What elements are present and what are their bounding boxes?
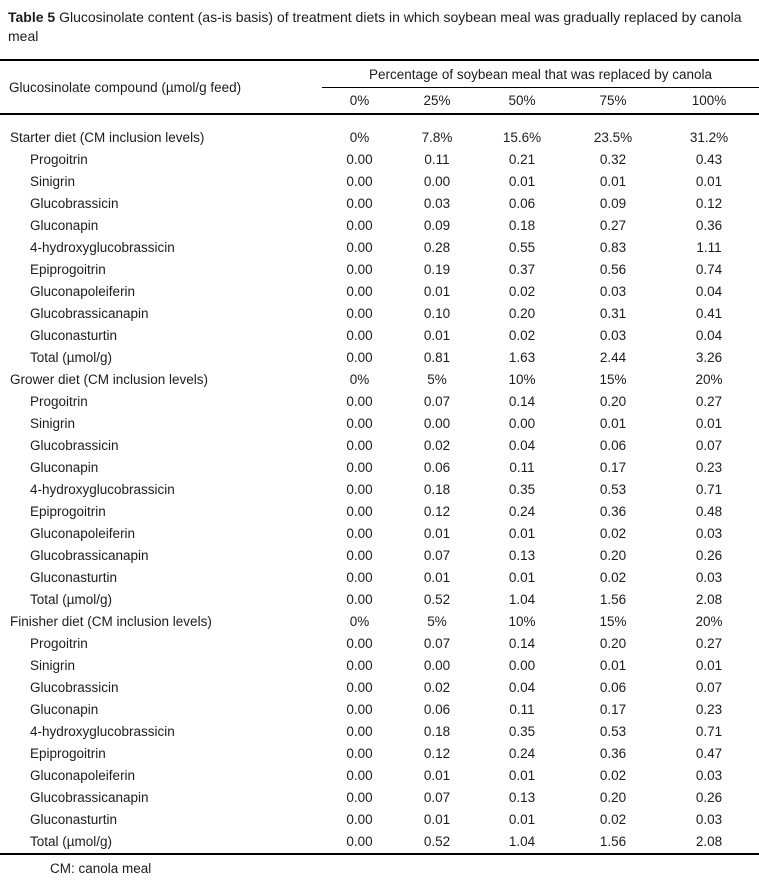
value-cell: 0.52 [423, 592, 451, 607]
value-cell: 0.01 [599, 416, 627, 431]
value-cell: 0.14 [508, 636, 536, 651]
value-cell: 0.56 [599, 262, 627, 277]
compound-label: Sinigrin [30, 174, 76, 189]
value-cell: 0.13 [508, 790, 536, 805]
value-cell: 0.02 [423, 680, 451, 695]
value-cell: 0.47 [695, 746, 723, 761]
value-cell: 0.00 [346, 482, 373, 497]
glucosinolate-table [0, 59, 759, 855]
value-cell: 1.56 [599, 592, 627, 607]
compound-row [0, 501, 759, 523]
value-cell: 0.10 [423, 306, 451, 321]
value-cell: 1.04 [508, 834, 536, 849]
compound-row [0, 281, 759, 303]
value-cell: 0.01 [508, 174, 536, 189]
compound-label: 4-hydroxyglucobrassicin [30, 724, 175, 739]
value-cell: 0.18 [508, 218, 536, 233]
value-cell: 0.23 [695, 702, 723, 717]
compound-label: Sinigrin [30, 416, 76, 431]
value-cell: 0.00 [346, 680, 373, 695]
value-cell: 0.00 [346, 416, 373, 431]
value-cell: 1.63 [508, 350, 536, 365]
compound-label: Gluconapoleiferin [30, 526, 136, 541]
value-cell: 0.02 [599, 768, 627, 783]
value-cell: 0.00 [346, 548, 373, 563]
value-cell: 0.07 [423, 790, 451, 805]
value-cell: 0.43 [695, 152, 723, 167]
compound-row [0, 193, 759, 215]
value-cell: 0.00 [346, 438, 373, 453]
inclusion-level-cell: 15% [599, 614, 627, 629]
compound-row [0, 237, 759, 259]
compound-label: Progoitrin [30, 152, 88, 167]
value-cell: 0.23 [695, 460, 723, 475]
compound-label: Total (µmol/g) [30, 834, 113, 849]
value-cell: 3.26 [695, 350, 723, 365]
value-cell: 0.13 [508, 548, 536, 563]
section-label: Starter diet (CM inclusion levels) [10, 130, 205, 145]
value-cell: 0.48 [695, 504, 723, 519]
value-cell: 0.01 [508, 570, 536, 585]
compound-label: Glucobrassicanapin [30, 548, 149, 563]
value-cell: 0.00 [346, 768, 373, 783]
value-cell: 0.01 [599, 658, 627, 673]
value-cell: 0.19 [423, 262, 451, 277]
value-cell: 0.17 [599, 460, 627, 475]
value-cell: 0.12 [695, 196, 723, 211]
inclusion-level-cell: 23.5% [593, 130, 633, 145]
compound-row [0, 743, 759, 765]
value-cell: 0.71 [695, 482, 723, 497]
value-cell: 0.55 [508, 240, 536, 255]
value-cell: 0.01 [599, 174, 627, 189]
value-cell: 0.21 [508, 152, 536, 167]
value-cell: 0.02 [508, 284, 536, 299]
value-cell: 0.24 [508, 504, 536, 519]
value-cell: 0.53 [599, 724, 627, 739]
value-cell: 0.02 [599, 526, 627, 541]
value-cell: 0.04 [508, 438, 536, 453]
value-cell: 0.06 [423, 702, 451, 717]
value-cell: 0.00 [346, 812, 373, 827]
value-cell: 0.36 [599, 746, 627, 761]
value-cell: 0.03 [695, 570, 723, 585]
inclusion-level-cell: 5% [427, 372, 447, 387]
value-cell: 0.03 [599, 328, 627, 343]
inclusion-level-cell: 20% [695, 614, 723, 629]
value-cell: 0.00 [346, 570, 373, 585]
section-row [0, 369, 759, 391]
compound-label: Gluconasturtin [30, 812, 118, 827]
inclusion-level-cell: 15% [599, 372, 627, 387]
compound-label: Gluconapin [30, 460, 99, 475]
compound-row [0, 347, 759, 369]
compound-row [0, 655, 759, 677]
value-cell: 0.26 [695, 548, 723, 563]
column-header-0: 0% [322, 88, 397, 115]
compound-row [0, 259, 759, 281]
value-cell: 0.07 [423, 394, 451, 409]
value-cell: 0.01 [508, 768, 536, 783]
value-cell: 0.71 [695, 724, 723, 739]
compound-row [0, 633, 759, 655]
value-cell: 0.00 [346, 460, 373, 475]
value-cell: 2.08 [695, 592, 723, 607]
table-caption-text: Glucosinolate content (as-is basis) of treatment diets in which soybean meal was gradually replaced by canola meal [8, 9, 742, 44]
value-cell: 0.06 [423, 460, 451, 475]
value-cell: 0.09 [423, 218, 451, 233]
value-cell: 0.04 [695, 284, 723, 299]
value-cell: 0.26 [695, 790, 723, 805]
table-caption [0, 0, 748, 46]
inclusion-level-cell: 10% [508, 372, 536, 387]
compound-label: Gluconapin [30, 702, 99, 717]
compound-label: Gluconasturtin [30, 570, 118, 585]
value-cell: 0.01 [695, 416, 723, 431]
compound-label: 4-hydroxyglucobrassicin [30, 482, 175, 497]
compound-label: Glucobrassicanapin [30, 306, 149, 321]
compound-row [0, 435, 759, 457]
value-cell: 1.04 [508, 592, 536, 607]
section-label: Grower diet (CM inclusion levels) [10, 372, 209, 387]
value-cell: 0.35 [508, 724, 536, 739]
value-cell: 0.20 [508, 306, 536, 321]
value-cell: 0.11 [509, 702, 535, 717]
table-footnote: CM: canola meal [50, 861, 152, 876]
value-cell: 0.53 [599, 482, 627, 497]
value-cell: 0.00 [423, 174, 451, 189]
inclusion-level-cell: 20% [695, 372, 723, 387]
value-cell: 0.00 [346, 526, 373, 541]
value-cell: 0.00 [346, 394, 373, 409]
compound-row [0, 523, 759, 545]
value-cell: 0.02 [599, 570, 627, 585]
value-cell: 0.00 [346, 152, 373, 167]
column-header-2: 50% [477, 88, 567, 115]
value-cell: 0.01 [423, 812, 451, 827]
table-header [0, 60, 759, 114]
column-header-1: 25% [397, 88, 477, 115]
column-header-3: 75% [567, 88, 659, 115]
table-caption-label: Table 5 [8, 9, 56, 25]
value-cell: 0.03 [695, 768, 723, 783]
value-cell: 0.00 [346, 504, 373, 519]
compound-row [0, 765, 759, 787]
table-body [0, 114, 759, 854]
compound-row [0, 721, 759, 743]
value-cell: 0.07 [423, 636, 451, 651]
compound-label: Gluconapin [30, 218, 99, 233]
value-cell: 0.24 [508, 746, 536, 761]
value-cell: 0.01 [423, 284, 451, 299]
value-cell: 0.00 [346, 702, 373, 717]
value-cell: 0.52 [423, 834, 451, 849]
value-cell: 0.81 [423, 350, 451, 365]
value-cell: 0.06 [599, 438, 627, 453]
value-cell: 0.02 [508, 328, 536, 343]
inclusion-level-cell: 0% [349, 130, 370, 145]
value-cell: 0.28 [423, 240, 451, 255]
compound-row [0, 325, 759, 347]
value-cell: 0.01 [508, 526, 536, 541]
value-cell: 0.03 [695, 812, 723, 827]
compound-label: Sinigrin [30, 658, 76, 673]
value-cell: 0.00 [346, 724, 373, 739]
value-cell: 0.01 [423, 328, 451, 343]
compound-label: Epiprogoitrin [30, 262, 106, 277]
compound-label: Glucobrassicin [30, 680, 119, 695]
compound-label: Gluconapoleiferin [30, 768, 136, 783]
value-cell: 0.00 [423, 658, 451, 673]
compound-label: Gluconasturtin [30, 328, 118, 343]
compound-row [0, 171, 759, 193]
value-cell: 0.00 [346, 834, 373, 849]
compound-row [0, 567, 759, 589]
value-cell: 0.02 [599, 812, 627, 827]
value-cell: 0.12 [423, 504, 451, 519]
value-cell: 0.32 [599, 152, 627, 167]
value-cell: 0.20 [599, 394, 627, 409]
compound-label: Total (µmol/g) [30, 350, 113, 365]
value-cell: 2.08 [695, 834, 723, 849]
compound-label: 4-hydroxyglucobrassicin [30, 240, 175, 255]
inclusion-level-cell: 10% [508, 614, 536, 629]
value-cell: 0.35 [508, 482, 536, 497]
value-cell: 0.00 [346, 746, 373, 761]
value-cell: 0.20 [599, 548, 627, 563]
value-cell: 0.04 [508, 680, 536, 695]
inclusion-level-cell: 5% [427, 614, 447, 629]
compound-label: Total (µmol/g) [30, 592, 113, 607]
compound-label: Epiprogoitrin [30, 504, 106, 519]
spanner-header: Percentage of soybean meal that was replaced by canola [322, 60, 759, 88]
value-cell: 0.09 [599, 196, 627, 211]
value-cell: 0.06 [508, 196, 536, 211]
value-cell: 0.00 [346, 636, 373, 651]
inclusion-level-cell: 0% [349, 372, 370, 387]
compound-label: Epiprogoitrin [30, 746, 106, 761]
value-cell: 0.01 [423, 570, 451, 585]
value-cell: 0.11 [509, 460, 535, 475]
compound-row [0, 589, 759, 611]
value-cell: 0.17 [599, 702, 627, 717]
value-cell: 0.00 [346, 218, 373, 233]
section-row [0, 114, 759, 149]
compound-row [0, 787, 759, 809]
value-cell: 0.11 [424, 152, 450, 167]
compound-row [0, 457, 759, 479]
value-cell: 0.00 [346, 240, 373, 255]
value-cell: 0.07 [695, 680, 723, 695]
compound-row [0, 215, 759, 237]
header-row-spanner [0, 60, 759, 88]
compound-row [0, 677, 759, 699]
value-cell: 2.44 [599, 350, 627, 365]
value-cell: 0.03 [423, 196, 451, 211]
value-cell: 0.00 [346, 306, 373, 321]
value-cell: 0.20 [599, 790, 627, 805]
value-cell: 0.31 [599, 306, 627, 321]
value-cell: 0.18 [423, 724, 451, 739]
value-cell: 0.00 [346, 328, 373, 343]
value-cell: 0.37 [508, 262, 536, 277]
section-row [0, 611, 759, 633]
value-cell: 1.56 [599, 834, 627, 849]
compound-row [0, 699, 759, 721]
value-cell: 0.00 [346, 174, 373, 189]
value-cell: 0.27 [695, 636, 723, 651]
value-cell: 0.04 [695, 328, 723, 343]
value-cell: 0.07 [423, 548, 451, 563]
value-cell: 0.07 [695, 438, 723, 453]
inclusion-level-cell: 0% [349, 614, 370, 629]
value-cell: 0.12 [423, 746, 451, 761]
compound-row [0, 413, 759, 435]
value-cell: 0.00 [346, 350, 373, 365]
value-cell: 0.00 [508, 416, 536, 431]
compound-row [0, 149, 759, 171]
value-cell: 0.00 [423, 416, 451, 431]
value-cell: 0.00 [346, 196, 373, 211]
column-header-4: 100% [659, 88, 759, 115]
value-cell: 0.01 [695, 658, 723, 673]
compound-row [0, 479, 759, 501]
inclusion-level-cell: 7.8% [421, 130, 453, 145]
value-cell: 1.11 [696, 240, 722, 255]
value-cell: 0.18 [423, 482, 451, 497]
value-cell: 0.00 [346, 790, 373, 805]
value-cell: 0.02 [423, 438, 451, 453]
inclusion-level-cell: 31.2% [689, 130, 729, 145]
compound-row [0, 809, 759, 831]
value-cell: 0.14 [508, 394, 536, 409]
value-cell: 0.00 [346, 284, 373, 299]
value-cell: 0.36 [599, 504, 627, 519]
value-cell: 0.06 [599, 680, 627, 695]
value-cell: 0.00 [346, 658, 373, 673]
compound-row [0, 831, 759, 854]
value-cell: 0.00 [346, 262, 373, 277]
value-cell: 0.27 [599, 218, 627, 233]
section-label: Finisher diet (CM inclusion levels) [10, 614, 212, 629]
value-cell: 0.00 [508, 658, 536, 673]
value-cell: 0.01 [423, 526, 451, 541]
value-cell: 0.01 [508, 812, 536, 827]
value-cell: 0.00 [346, 592, 373, 607]
inclusion-level-cell: 15.6% [502, 130, 542, 145]
value-cell: 0.03 [599, 284, 627, 299]
compound-label: Gluconapoleiferin [30, 284, 136, 299]
compound-row [0, 391, 759, 413]
compound-column-header: Glucosinolate compound (µmol/g feed) [0, 60, 322, 114]
value-cell: 0.20 [599, 636, 627, 651]
compound-row [0, 545, 759, 567]
compound-row [0, 303, 759, 325]
compound-label: Glucobrassicanapin [30, 790, 149, 805]
value-cell: 0.01 [423, 768, 451, 783]
compound-label: Progoitrin [30, 636, 88, 651]
value-cell: 0.27 [695, 394, 723, 409]
value-cell: 0.01 [695, 174, 723, 189]
value-cell: 0.03 [695, 526, 723, 541]
compound-label: Glucobrassicin [30, 196, 119, 211]
value-cell: 0.41 [695, 306, 723, 321]
compound-label: Glucobrassicin [30, 438, 119, 453]
value-cell: 0.74 [695, 262, 723, 277]
compound-label: Progoitrin [30, 394, 88, 409]
value-cell: 0.36 [695, 218, 723, 233]
value-cell: 0.83 [599, 240, 627, 255]
